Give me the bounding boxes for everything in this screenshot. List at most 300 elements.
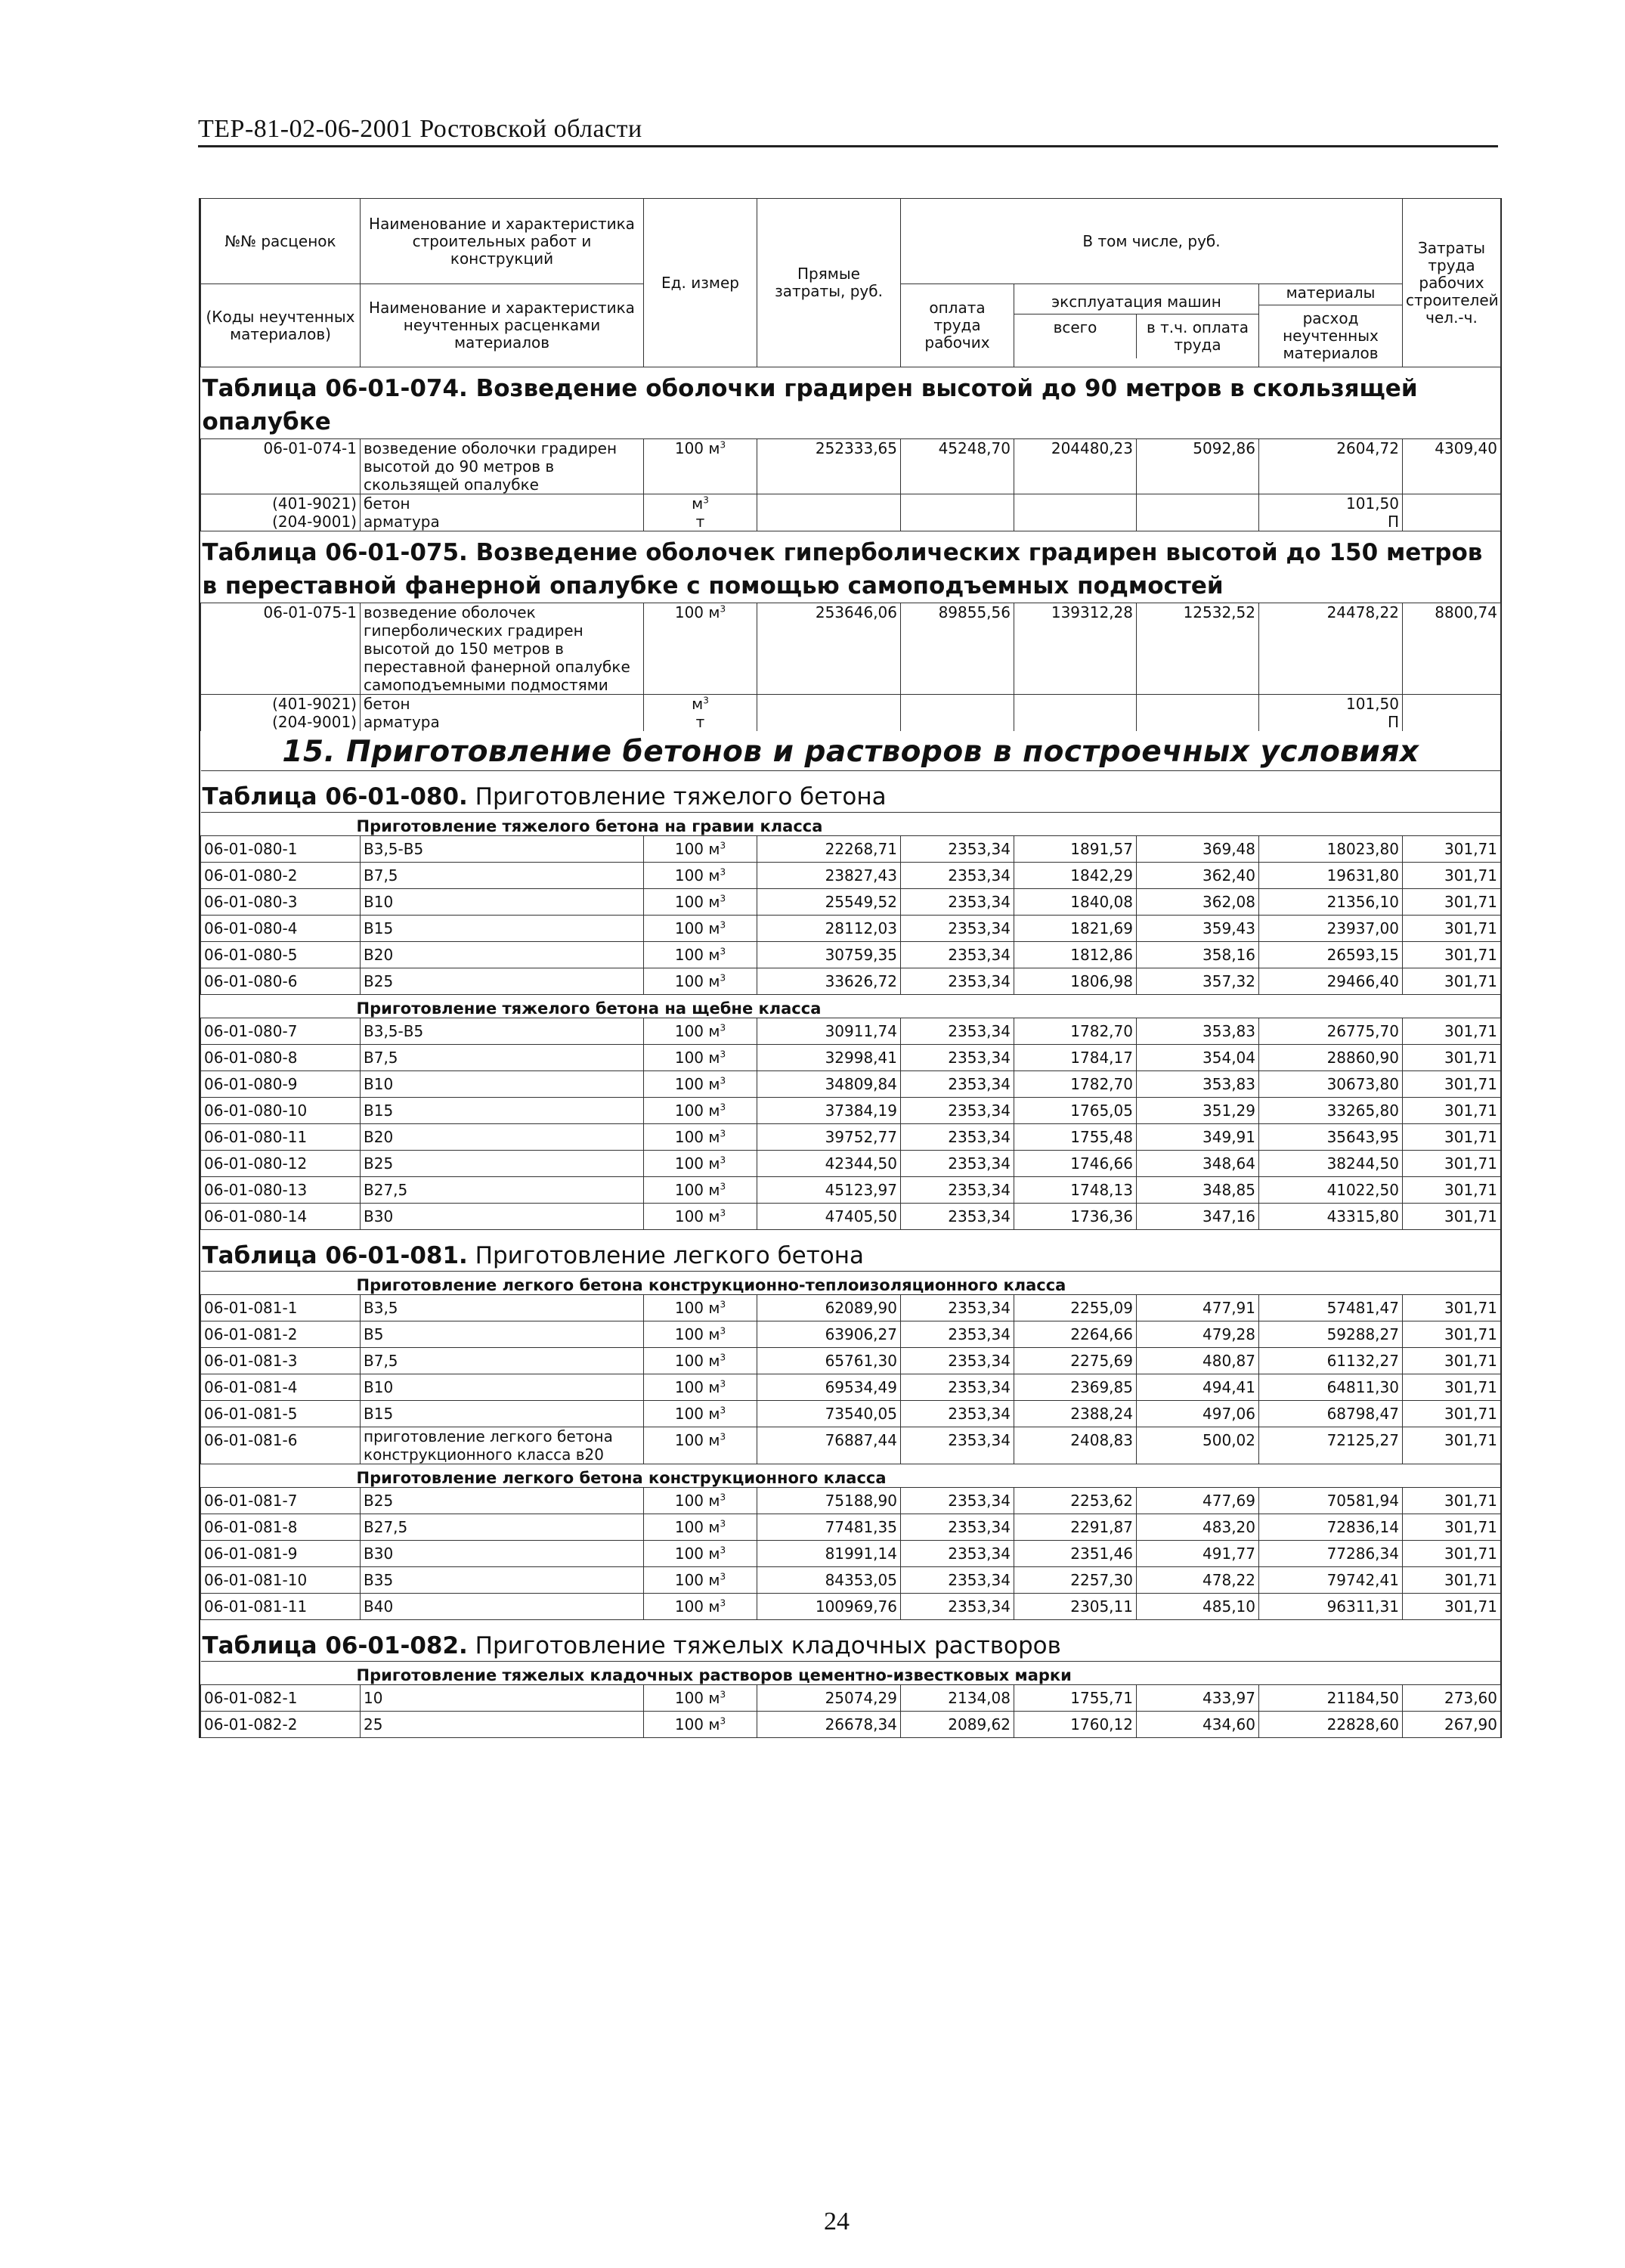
rate-labor: 301,71 xyxy=(1403,1374,1501,1401)
rate-wages: 2353,34 xyxy=(901,1295,1014,1321)
rate-machine-wages: 351,29 xyxy=(1137,1098,1259,1124)
rate-name: В20 xyxy=(361,942,644,968)
rate-wages: 2353,34 xyxy=(901,836,1014,863)
rate-labor: 301,71 xyxy=(1403,1071,1501,1098)
rate-unit: 100 $м^3$ xyxy=(644,1045,757,1071)
rate-machine-wages: 348,64 xyxy=(1137,1151,1259,1177)
material-code: (401-9021) xyxy=(201,494,361,513)
rate-row xyxy=(201,439,1501,494)
rate-machine-wages: 362,40 xyxy=(1137,863,1259,889)
rate-code: 06-01-080-13 xyxy=(201,1177,361,1204)
rate-wages: 2353,34 xyxy=(901,1401,1014,1427)
rate-labor: 301,71 xyxy=(1403,1541,1501,1567)
rate-materials: 30673,80 xyxy=(1259,1071,1403,1098)
rate-wages: 2353,34 xyxy=(901,1098,1014,1124)
rate-direct: 30759,35 xyxy=(757,942,901,968)
rate-wages: 2353,34 xyxy=(901,889,1014,916)
rate-unit: 100 $м^3$ xyxy=(644,439,757,494)
rate-materials: 68798,47 xyxy=(1259,1401,1403,1427)
rate-labor: 301,71 xyxy=(1403,1567,1501,1594)
rate-name: В40 xyxy=(361,1594,644,1620)
rate-machines: 2257,30 xyxy=(1014,1567,1137,1594)
rate-name: В25 xyxy=(361,1151,644,1177)
rate-materials: 96311,31 xyxy=(1259,1594,1403,1620)
rate-materials: 2604,72 xyxy=(1259,439,1403,494)
rate-machine-wages: 491,77 xyxy=(1137,1541,1259,1567)
rate-direct: 42344,50 xyxy=(757,1151,901,1177)
table-row xyxy=(201,889,1501,916)
rate-machines: 2351,46 xyxy=(1014,1541,1137,1567)
table-row xyxy=(201,1514,1501,1541)
rate-machines: 1760,12 xyxy=(1014,1712,1137,1738)
table-row xyxy=(201,1712,1501,1738)
rate-unit: 100 $м^3$ xyxy=(644,1514,757,1541)
col-materials: материалы расход неучтенных материалов xyxy=(1259,284,1403,367)
rate-wages: 2353,34 xyxy=(901,1018,1014,1045)
rate-name: В10 xyxy=(361,1374,644,1401)
rate-unit: 100 $м^3$ xyxy=(644,1071,757,1098)
rate-code: 06-01-075-1 xyxy=(201,603,361,695)
rate-machine-wages: 479,28 xyxy=(1137,1321,1259,1348)
table-title-082: Таблица 06-01-082. Приготовление тяжелых кладочных растворов xyxy=(201,1620,1501,1662)
rate-direct: 253646,06 xyxy=(757,603,901,695)
table-row xyxy=(201,1177,1501,1204)
table-row xyxy=(201,1488,1501,1514)
rate-code: 06-01-081-9 xyxy=(201,1541,361,1567)
rate-code: 06-01-081-11 xyxy=(201,1594,361,1620)
rate-machines: 1812,86 xyxy=(1014,942,1137,968)
rate-name: В10 xyxy=(361,889,644,916)
rate-machine-wages: 354,04 xyxy=(1137,1045,1259,1071)
rate-materials: 22828,60 xyxy=(1259,1712,1403,1738)
rate-machines: 2291,87 xyxy=(1014,1514,1137,1541)
rate-direct: 47405,50 xyxy=(757,1204,901,1230)
table-row xyxy=(201,1401,1501,1427)
rate-name: В3,5-В5 xyxy=(361,1018,644,1045)
rate-name: В3,5 xyxy=(361,1295,644,1321)
rate-unit: 100 $м^3$ xyxy=(644,916,757,942)
rate-labor: 301,71 xyxy=(1403,1045,1501,1071)
rate-name: В7,5 xyxy=(361,863,644,889)
rate-materials: 26775,70 xyxy=(1259,1018,1403,1045)
rate-machines: 1765,05 xyxy=(1014,1098,1137,1124)
material-name: бетон xyxy=(361,695,644,714)
rate-materials: 33265,80 xyxy=(1259,1098,1403,1124)
rate-unit: 100 $м^3$ xyxy=(644,1177,757,1204)
group-subtitle: Приготовление легкого бетона конструкционно-теплоизоляционного класса xyxy=(201,1272,1501,1295)
table-row xyxy=(201,863,1501,889)
document-running-header xyxy=(198,112,1498,147)
rate-materials: 77286,34 xyxy=(1259,1541,1403,1567)
rate-machines: 139312,28 xyxy=(1014,603,1137,695)
rate-code: 06-01-081-10 xyxy=(201,1567,361,1594)
rate-labor: 301,71 xyxy=(1403,836,1501,863)
rate-name: В10 xyxy=(361,1071,644,1098)
rate-machine-wages: 353,83 xyxy=(1137,1018,1259,1045)
rate-name: В27,5 xyxy=(361,1177,644,1204)
rate-name: В25 xyxy=(361,968,644,995)
rate-name: В5 xyxy=(361,1321,644,1348)
rate-name: В15 xyxy=(361,916,644,942)
rate-machine-wages: 347,16 xyxy=(1137,1204,1259,1230)
rate-unit: 100 $м^3$ xyxy=(644,1427,757,1464)
rate-machines: 1806,98 xyxy=(1014,968,1137,995)
rate-wages: 2353,34 xyxy=(901,1488,1014,1514)
rate-materials: 19631,80 xyxy=(1259,863,1403,889)
rate-materials: 28860,90 xyxy=(1259,1045,1403,1071)
rate-name: В7,5 xyxy=(361,1045,644,1071)
rate-machine-wages: 369,48 xyxy=(1137,836,1259,863)
rate-unit: 100 $м^3$ xyxy=(644,1098,757,1124)
group-subtitle: Приготовление тяжелого бетона на щебне класса xyxy=(201,995,1501,1018)
rate-name: возведение оболочки градирен высотой до 90 метров в скользящей опалубке xyxy=(361,439,644,494)
col-wages: оплата труда рабочих xyxy=(901,284,1014,367)
rate-labor: 301,71 xyxy=(1403,1098,1501,1124)
table-row xyxy=(201,916,1501,942)
table-row xyxy=(201,1018,1501,1045)
rate-direct: 63906,27 xyxy=(757,1321,901,1348)
rate-machines: 1821,69 xyxy=(1014,916,1137,942)
rate-unit: 100 $м^3$ xyxy=(644,1124,757,1151)
rate-direct: 22268,71 xyxy=(757,836,901,863)
rate-wages: 2353,34 xyxy=(901,1204,1014,1230)
col-direct: Прямые затраты, руб. xyxy=(757,199,901,367)
rate-code: 06-01-080-11 xyxy=(201,1124,361,1151)
material-name: арматура xyxy=(361,713,644,731)
table-row xyxy=(201,1045,1501,1071)
rate-machine-wages: 480,87 xyxy=(1137,1348,1259,1374)
rate-labor: 301,71 xyxy=(1403,1427,1501,1464)
rate-machine-wages: 478,22 xyxy=(1137,1567,1259,1594)
rate-unit: 100 $м^3$ xyxy=(644,1348,757,1374)
rate-name: приготовление легкого бетона конструкционного класса в20 xyxy=(361,1427,644,1464)
rate-materials: 29466,40 xyxy=(1259,968,1403,995)
rate-wages: 2353,34 xyxy=(901,1374,1014,1401)
rate-unit: 100 $м^3$ xyxy=(644,603,757,695)
table-row xyxy=(201,1124,1501,1151)
rate-name: В7,5 xyxy=(361,1348,644,1374)
rate-materials: 18023,80 xyxy=(1259,836,1403,863)
rate-code: 06-01-081-8 xyxy=(201,1514,361,1541)
rate-wages: 2353,34 xyxy=(901,1567,1014,1594)
rate-unit: 100 $м^3$ xyxy=(644,968,757,995)
rate-labor: 301,71 xyxy=(1403,889,1501,916)
rate-name: В20 xyxy=(361,1124,644,1151)
rate-code: 06-01-080-14 xyxy=(201,1204,361,1230)
rate-unit: 100 $м^3$ xyxy=(644,1374,757,1401)
rate-direct: 45123,97 xyxy=(757,1177,901,1204)
material-qty: П xyxy=(1259,513,1403,531)
rate-machines: 2253,62 xyxy=(1014,1488,1137,1514)
table-row xyxy=(201,1427,1501,1464)
rate-direct: 84353,05 xyxy=(757,1567,901,1594)
rate-direct: 100969,76 xyxy=(757,1594,901,1620)
rate-unit: 100 $м^3$ xyxy=(644,1321,757,1348)
table-row xyxy=(201,1567,1501,1594)
rate-direct: 75188,90 xyxy=(757,1488,901,1514)
material-unit: $м^3$ xyxy=(644,695,757,714)
rates-table xyxy=(200,198,1501,1738)
table-row xyxy=(201,968,1501,995)
rate-wages: 2353,34 xyxy=(901,1594,1014,1620)
table-row xyxy=(201,1541,1501,1567)
rate-labor: 301,71 xyxy=(1403,1488,1501,1514)
rate-unit: 100 $м^3$ xyxy=(644,1594,757,1620)
material-name: бетон xyxy=(361,494,644,513)
material-row xyxy=(201,713,1501,731)
rate-wages: 2353,34 xyxy=(901,863,1014,889)
col-machines: эксплуатация машин всего в т.ч. оплата труда xyxy=(1014,284,1259,367)
rate-code: 06-01-081-5 xyxy=(201,1401,361,1427)
rate-code: 06-01-081-7 xyxy=(201,1488,361,1514)
table-row xyxy=(201,1295,1501,1321)
rate-code: 06-01-080-12 xyxy=(201,1151,361,1177)
rate-unit: 100 $м^3$ xyxy=(644,1204,757,1230)
rate-direct: 37384,19 xyxy=(757,1098,901,1124)
rate-machines: 1746,66 xyxy=(1014,1151,1137,1177)
rate-unit: 100 $м^3$ xyxy=(644,1685,757,1712)
rate-code: 06-01-081-4 xyxy=(201,1374,361,1401)
rate-name: В30 xyxy=(361,1204,644,1230)
rate-machine-wages: 349,91 xyxy=(1137,1124,1259,1151)
rate-machine-wages: 477,91 xyxy=(1137,1295,1259,1321)
rate-direct: 76887,44 xyxy=(757,1427,901,1464)
rate-name: В3,5-В5 xyxy=(361,836,644,863)
rate-wages: 2353,34 xyxy=(901,968,1014,995)
table-row xyxy=(201,942,1501,968)
rate-materials: 41022,50 xyxy=(1259,1177,1403,1204)
rate-labor: 301,71 xyxy=(1403,916,1501,942)
rate-machines: 2264,66 xyxy=(1014,1321,1137,1348)
rate-direct: 28112,03 xyxy=(757,916,901,942)
table-title-074: Таблица 06-01-074. Возведение оболочки градирен высотой до 90 метров в скользящей опалубке xyxy=(201,367,1501,439)
rate-unit: 100 $м^3$ xyxy=(644,836,757,863)
col-name-top: Наименование и характеристика строительных работ и конструкций xyxy=(361,199,644,284)
rate-code: 06-01-080-1 xyxy=(201,836,361,863)
rate-code: 06-01-082-2 xyxy=(201,1712,361,1738)
rate-materials: 26593,15 xyxy=(1259,942,1403,968)
rate-unit: 100 $м^3$ xyxy=(644,942,757,968)
rate-materials: 23937,00 xyxy=(1259,916,1403,942)
rate-wages: 2353,34 xyxy=(901,1348,1014,1374)
rate-unit: 100 $м^3$ xyxy=(644,1712,757,1738)
rate-name: В25 xyxy=(361,1488,644,1514)
rate-wages: 45248,70 xyxy=(901,439,1014,494)
rate-materials: 79742,41 xyxy=(1259,1567,1403,1594)
rate-unit: 100 $м^3$ xyxy=(644,1567,757,1594)
material-qty: П xyxy=(1259,713,1403,731)
group-subtitle: Приготовление легкого бетона конструкционного класса xyxy=(201,1464,1501,1488)
col-labor: Затраты труда рабочих строителей чел.-ч. xyxy=(1403,199,1501,367)
rate-unit: 100 $м^3$ xyxy=(644,863,757,889)
rate-labor: 4309,40 xyxy=(1403,439,1501,494)
rate-materials: 59288,27 xyxy=(1259,1321,1403,1348)
rate-materials: 61132,27 xyxy=(1259,1348,1403,1374)
rate-materials: 24478,22 xyxy=(1259,603,1403,695)
col-including: В том числе, руб. xyxy=(901,199,1403,284)
rate-labor: 267,90 xyxy=(1403,1712,1501,1738)
material-row xyxy=(201,513,1501,531)
rate-labor: 273,60 xyxy=(1403,1685,1501,1712)
rate-direct: 252333,65 xyxy=(757,439,901,494)
rate-name: возведение оболочек гиперболических градирен высотой до 150 метров в переставной фанерной опалубке самоподъемными подмостями xyxy=(361,603,644,695)
rate-name: В30 xyxy=(361,1541,644,1567)
rate-machines: 2255,09 xyxy=(1014,1295,1137,1321)
rate-direct: 39752,77 xyxy=(757,1124,901,1151)
rate-wages: 2353,34 xyxy=(901,916,1014,942)
material-qty: 101,50 xyxy=(1259,494,1403,513)
rate-wages: 2353,34 xyxy=(901,1514,1014,1541)
rate-name: В15 xyxy=(361,1401,644,1427)
rate-machine-wages: 359,43 xyxy=(1137,916,1259,942)
rate-labor: 301,71 xyxy=(1403,1401,1501,1427)
rate-direct: 73540,05 xyxy=(757,1401,901,1427)
rate-machines: 204480,23 xyxy=(1014,439,1137,494)
rate-machine-wages: 433,97 xyxy=(1137,1685,1259,1712)
rate-unit: 100 $м^3$ xyxy=(644,1151,757,1177)
rate-code: 06-01-081-3 xyxy=(201,1348,361,1374)
table-row xyxy=(201,1098,1501,1124)
rate-direct: 77481,35 xyxy=(757,1514,901,1541)
rate-labor: 301,71 xyxy=(1403,1204,1501,1230)
rate-machine-wages: 357,32 xyxy=(1137,968,1259,995)
rate-direct: 30911,74 xyxy=(757,1018,901,1045)
rate-machines: 1842,29 xyxy=(1014,863,1137,889)
rate-code: 06-01-082-1 xyxy=(201,1685,361,1712)
rate-name: 25 xyxy=(361,1712,644,1738)
rate-labor: 301,71 xyxy=(1403,1151,1501,1177)
rate-direct: 62089,90 xyxy=(757,1295,901,1321)
table-row xyxy=(201,1374,1501,1401)
rate-machine-wages: 500,02 xyxy=(1137,1427,1259,1464)
col-code-top: №№ расценок xyxy=(201,199,361,284)
rate-name: В35 xyxy=(361,1567,644,1594)
rate-machines: 2275,69 xyxy=(1014,1348,1137,1374)
rate-code: 06-01-080-5 xyxy=(201,942,361,968)
rate-materials: 72125,27 xyxy=(1259,1427,1403,1464)
rate-wages: 2353,34 xyxy=(901,1124,1014,1151)
col-name-bottom: Наименование и характеристика неучтенных расценками материалов xyxy=(361,284,644,367)
rate-direct: 69534,49 xyxy=(757,1374,901,1401)
rate-labor: 301,71 xyxy=(1403,1177,1501,1204)
table-title-081: Таблица 06-01-081. Приготовление легкого бетона xyxy=(201,1230,1501,1272)
rate-labor: 301,71 xyxy=(1403,863,1501,889)
rate-machines: 2369,85 xyxy=(1014,1374,1137,1401)
rate-code: 06-01-080-10 xyxy=(201,1098,361,1124)
rate-machine-wages: 477,69 xyxy=(1137,1488,1259,1514)
rate-machines: 1891,57 xyxy=(1014,836,1137,863)
document-code-title: ТЕР-81-02-06-2001 Ростовской области xyxy=(198,115,642,143)
rate-code: 06-01-080-6 xyxy=(201,968,361,995)
rate-name: В15 xyxy=(361,1098,644,1124)
rate-wages: 2353,34 xyxy=(901,1151,1014,1177)
rate-materials: 21184,50 xyxy=(1259,1685,1403,1712)
rate-row xyxy=(201,603,1501,695)
rate-direct: 65761,30 xyxy=(757,1348,901,1374)
material-unit: т xyxy=(644,713,757,731)
table-title-075: Таблица 06-01-075. Возведение оболочек гиперболических градирен высотой до 150 метров в переставной фанерной опалубке с помощью самоподъемных подмостей xyxy=(201,531,1501,603)
rate-unit: 100 $м^3$ xyxy=(644,1295,757,1321)
rate-labor: 301,71 xyxy=(1403,1348,1501,1374)
rate-code: 06-01-080-2 xyxy=(201,863,361,889)
material-code: (204-9001) xyxy=(201,513,361,531)
rate-labor: 301,71 xyxy=(1403,942,1501,968)
rate-labor: 301,71 xyxy=(1403,968,1501,995)
rate-code: 06-01-080-7 xyxy=(201,1018,361,1045)
material-unit: т xyxy=(644,513,757,531)
table-row xyxy=(201,1594,1501,1620)
rate-materials: 57481,47 xyxy=(1259,1295,1403,1321)
table-row xyxy=(201,1151,1501,1177)
rate-materials: 21356,10 xyxy=(1259,889,1403,916)
material-row xyxy=(201,494,1501,513)
rate-code: 06-01-080-4 xyxy=(201,916,361,942)
rate-wages: 2353,34 xyxy=(901,942,1014,968)
rate-machines: 2388,24 xyxy=(1014,1401,1137,1427)
rate-materials: 72836,14 xyxy=(1259,1514,1403,1541)
rate-machine-wages: 353,83 xyxy=(1137,1071,1259,1098)
rate-machines: 1748,13 xyxy=(1014,1177,1137,1204)
rate-labor: 301,71 xyxy=(1403,1514,1501,1541)
rate-machines: 1736,36 xyxy=(1014,1204,1137,1230)
rate-materials: 38244,50 xyxy=(1259,1151,1403,1177)
rate-name: 10 xyxy=(361,1685,644,1712)
rate-unit: 100 $м^3$ xyxy=(644,1401,757,1427)
rate-labor: 301,71 xyxy=(1403,1124,1501,1151)
rate-machines: 2408,83 xyxy=(1014,1427,1137,1464)
rate-machines: 1782,70 xyxy=(1014,1018,1137,1045)
rate-wages: 2089,62 xyxy=(901,1712,1014,1738)
rate-machine-wages: 485,10 xyxy=(1137,1594,1259,1620)
rate-code: 06-01-080-8 xyxy=(201,1045,361,1071)
rate-direct: 23827,43 xyxy=(757,863,901,889)
col-unit: Ед. измер xyxy=(644,199,757,367)
rate-machine-wages: 348,85 xyxy=(1137,1177,1259,1204)
material-name: арматура xyxy=(361,513,644,531)
rate-unit: 100 $м^3$ xyxy=(644,889,757,916)
rate-machine-wages: 494,41 xyxy=(1137,1374,1259,1401)
rate-code: 06-01-081-1 xyxy=(201,1295,361,1321)
section-title: 15. Приготовление бетонов и растворов в построечных условиях xyxy=(282,735,1419,769)
rate-labor: 301,71 xyxy=(1403,1018,1501,1045)
rate-machine-wages: 5092,86 xyxy=(1137,439,1259,494)
rate-code: 06-01-080-3 xyxy=(201,889,361,916)
rate-labor: 8800,74 xyxy=(1403,603,1501,695)
rate-materials: 35643,95 xyxy=(1259,1124,1403,1151)
rate-wages: 2353,34 xyxy=(901,1321,1014,1348)
rate-machine-wages: 12532,52 xyxy=(1137,603,1259,695)
rate-code: 06-01-081-2 xyxy=(201,1321,361,1348)
rate-code: 06-01-074-1 xyxy=(201,439,361,494)
rate-wages: 2353,34 xyxy=(901,1045,1014,1071)
rate-machine-wages: 483,20 xyxy=(1137,1514,1259,1541)
rate-direct: 25074,29 xyxy=(757,1685,901,1712)
rate-machines: 1782,70 xyxy=(1014,1071,1137,1098)
rate-wages: 2134,08 xyxy=(901,1685,1014,1712)
col-code-bottom: (Коды неучтенных материалов) xyxy=(201,284,361,367)
rate-machines: 2305,11 xyxy=(1014,1594,1137,1620)
table-row xyxy=(201,1685,1501,1712)
material-code: (401-9021) xyxy=(201,695,361,714)
rate-labor: 301,71 xyxy=(1403,1295,1501,1321)
rate-machines: 1784,17 xyxy=(1014,1045,1137,1071)
table-row xyxy=(201,1321,1501,1348)
material-qty: 101,50 xyxy=(1259,695,1403,714)
rate-wages: 2353,34 xyxy=(901,1541,1014,1567)
rate-code: 06-01-080-9 xyxy=(201,1071,361,1098)
material-code: (204-9001) xyxy=(201,713,361,731)
table-row xyxy=(201,1348,1501,1374)
